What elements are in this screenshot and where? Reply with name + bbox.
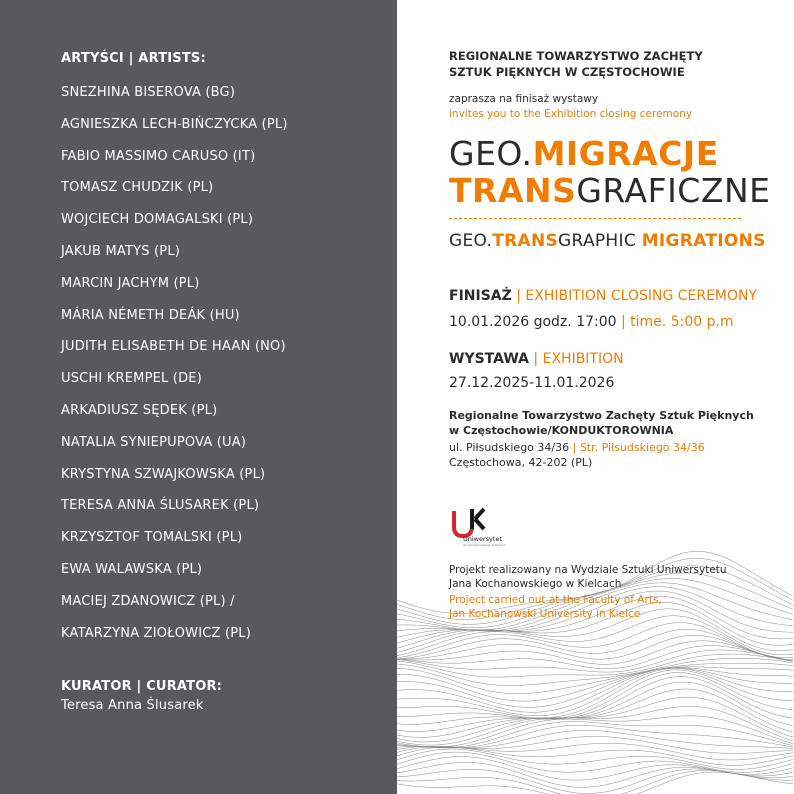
artist-item: ARKADIUSZ SĘDEK (PL): [61, 403, 218, 418]
artist-item: WOJCIECH DOMAGALSKI (PL): [61, 212, 254, 228]
title-migracje: MIGRACJE: [532, 134, 719, 173]
logo-u-mark: [454, 511, 472, 536]
artist-item: KRYSTYNA SZWAJKOWSKA (PL): [61, 466, 266, 482]
logo-k-arms: [475, 509, 484, 529]
artist-item: MÁRIA NÉMETH DEÁK (HU): [61, 307, 240, 323]
organizer-line-1: REGIONALNE TOWARZYSTWO ZACHĘTY: [449, 49, 703, 63]
university-logo: [450, 505, 506, 547]
artist-item: TERESA ANNA ŚLUSAREK (PL): [61, 498, 260, 514]
wave-line: [397, 629, 793, 660]
invite-pl: zaprasza na finisaż wystawy: [449, 93, 599, 105]
logo-tagline: Jana Kochanowskiego w Kielcach: [463, 544, 506, 547]
title-line-1: [449, 135, 719, 172]
wave-line: [397, 736, 793, 753]
project-en: Project carried out at the Faculty of Arts, Jan Kochanowski University in Kielce: [449, 594, 662, 620]
artist-item: TOMASZ CHUDZIK (PL): [61, 180, 214, 196]
logo-name: Uniwersytet: [463, 535, 502, 543]
title-trans: TRANS: [449, 171, 577, 210]
artist-item: USCHI KREMPEL (DE): [61, 371, 202, 387]
artist-item: AGNIESZKA LECH-BIŃCZYCKA (PL): [61, 116, 288, 132]
invite-en: invites you to the Exhibition closing ceremony: [449, 108, 693, 120]
artist-item: KATARZYNA ZIOŁOWICZ (PL): [61, 625, 251, 641]
venue-city: Częstochowa, 42-202 (PL): [449, 456, 593, 469]
artist-item: MARCIN JACHYM (PL): [61, 275, 200, 291]
venue-name: Regionalne Towarzystwo Zachęty Sztuk Pięknych w Częstochowie/KONDUKTOROWNIA: [449, 409, 754, 437]
wave-line: [397, 668, 793, 715]
wave-line: [397, 722, 793, 748]
organizer-name: [449, 48, 703, 80]
invitation-panel: [397, 0, 794, 794]
venue-street: ul. Piłsudskiego 34/36 | Str. Piłsudskiego 34/36: [449, 441, 705, 454]
wave-line: [397, 772, 793, 794]
wave-line: [397, 769, 793, 794]
exhibition-dates: 27.12.2025-11.01.2026: [449, 375, 615, 391]
title-divider: [449, 218, 741, 219]
wave-line: [397, 616, 793, 656]
wave-line: [397, 762, 793, 787]
artist-item: KRZYSZTOF TOMALSKI (PL): [61, 530, 243, 546]
artist-item: FABIO MASSIMO CARUSO (IT): [61, 148, 256, 164]
curator-name: Teresa Anna Ślusarek: [61, 698, 204, 713]
title-geo: GEO.: [449, 134, 533, 173]
wave-line: [397, 730, 793, 748]
finissage-label: FINISAŻ | EXHIBITION CLOSING CEREMONY: [449, 288, 758, 304]
logo-k-stem: [470, 509, 474, 529]
wave-line: [397, 673, 793, 720]
artist-item: MACIEJ ZDANOWICZ (PL) /: [61, 593, 235, 609]
artist-item: NATALIA SYNIEPUPOVA (UA): [61, 434, 247, 450]
title-graficzne: GRAFICZNE: [576, 171, 771, 210]
finissage-datetime: 10.01.2026 godz. 17:00 | time. 5:00 p.m: [449, 314, 734, 330]
artist-item: SNEZHINA BISEROVA (BG): [61, 85, 236, 100]
project-pl: Projekt realizowany na Wydziale Sztuki Uniwersytetu Jana Kochanowskiego w Kielcach: [449, 564, 727, 590]
artist-item: JUDITH ELISABETH DE HAAN (NO): [61, 339, 286, 355]
exhibition-label: WYSTAWA | EXHIBITION: [449, 351, 624, 367]
title-line-2: [449, 172, 771, 209]
title-english: GEO.TRANSGRAPHIC MIGRATIONS: [449, 231, 766, 251]
artists-heading: ARTYŚCI | ARTISTS:: [61, 51, 206, 66]
wave-line: [397, 635, 793, 661]
wave-line: [397, 670, 793, 718]
wave-line: [397, 646, 793, 669]
wave-line: [397, 623, 793, 658]
organizer-line-2: SZTUK PIĘKNYCH W CZĘSTOCHOWIE: [449, 65, 685, 79]
wave-line: [397, 771, 793, 794]
artist-item: JAKUB MATYS (PL): [61, 244, 181, 259]
curator-heading: KURATOR | CURATOR:: [61, 679, 223, 694]
artist-item: EWA WALAWSKA (PL): [61, 562, 203, 577]
